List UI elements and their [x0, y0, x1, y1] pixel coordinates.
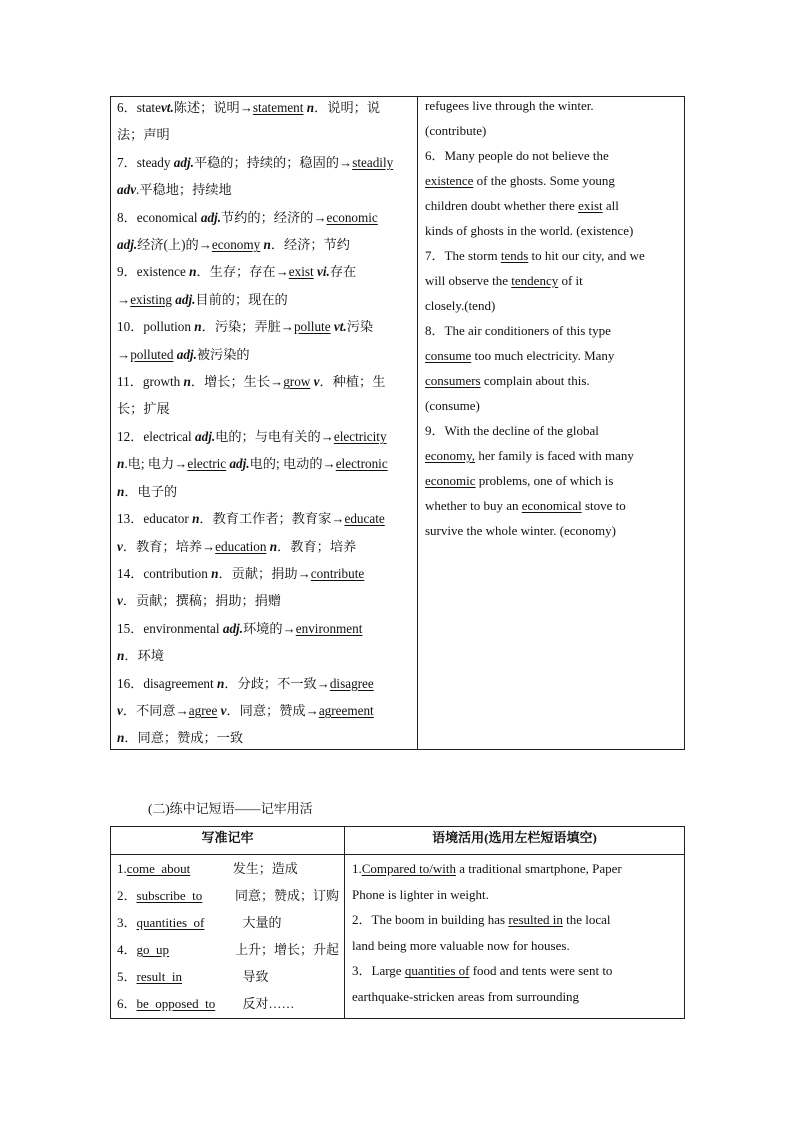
text-segment: ．增长；生长→ [190, 374, 284, 390]
phrase-number: 1. [117, 861, 127, 876]
answer-word: exist [288, 264, 314, 280]
section-title: (二)练中记短语——记牢用活 [148, 801, 313, 816]
vocab-line [117, 341, 411, 368]
answer-word: economy, [425, 448, 476, 463]
text-segment: problems, one of which is [475, 473, 614, 488]
context-line [352, 958, 678, 984]
vocab-line [117, 368, 411, 395]
phrase-row [117, 909, 339, 936]
vocab-line [117, 176, 411, 203]
answer-word: statement [252, 100, 304, 115]
answer-word: quantities of [404, 963, 470, 979]
text-segment: a traditional smartphone, Paper [456, 861, 622, 876]
text-segment: ．不同意→ [122, 702, 189, 718]
phrase-table-body [111, 855, 684, 1018]
text-segment: ．经济；节约 [270, 237, 350, 253]
text-segment: too much electricity. Many [471, 348, 615, 363]
answer-word: economical [521, 498, 582, 513]
text-segment: 长；扩展 [117, 401, 170, 417]
answer-word: disagree [329, 675, 374, 691]
text-segment: her family is faced with many [475, 448, 634, 463]
answer-word: steadily [352, 154, 394, 170]
text-segment: .平稳地；持续地 [136, 182, 232, 198]
answer-word: existing [130, 291, 172, 307]
word-family-column [111, 97, 418, 749]
phrase-meaning: 发生；造成 [232, 861, 298, 876]
context-column [345, 855, 684, 1018]
vocab-line [117, 724, 411, 751]
text-segment: to hit our city, and we [528, 248, 645, 263]
answer-word: education [215, 538, 267, 554]
vocab-line [117, 423, 411, 450]
text-segment: (consume) [425, 398, 480, 413]
text-segment: food and tents were sent to [469, 963, 613, 979]
sentence-line [425, 93, 678, 118]
phrase-slot [137, 909, 243, 936]
phrase-text: subscribe to [136, 888, 203, 903]
text-segment: 9．existence [117, 264, 190, 280]
text-segment: vi. [317, 264, 330, 280]
phrase-slot [137, 936, 235, 963]
text-segment: of the ghosts. Some young [473, 173, 615, 188]
vocab-line [117, 149, 411, 176]
answer-word: consume [425, 348, 472, 363]
text-segment: refugees live through the winter. [425, 98, 594, 113]
text-segment: adv [117, 182, 137, 198]
phrase-text: be opposed to [136, 996, 216, 1011]
text-segment: 15．environmental [117, 620, 223, 636]
phrase-text: quantities of [136, 915, 205, 930]
answer-word: agreement [318, 702, 374, 718]
vocab-line [117, 121, 411, 148]
text-segment: v [117, 702, 123, 718]
phrase-row [117, 990, 339, 1017]
text-segment: ．污染；弄脏→ [201, 319, 294, 335]
vocab-line [117, 697, 411, 724]
vocab-line [117, 478, 411, 505]
text-segment: ．说明；说 [314, 100, 381, 115]
vocab-line [117, 560, 411, 587]
sentence-line [425, 393, 678, 418]
context-line [352, 856, 678, 882]
phrase-text: come about [126, 861, 191, 876]
text-segment: 6．state [117, 100, 161, 115]
text-segment: children doubt whether there [425, 198, 579, 213]
text-segment: 目前的；现在的 [195, 291, 288, 307]
text-segment: 2．The boom in building has [352, 912, 509, 928]
phrase-row [117, 882, 339, 909]
text-segment: 3．Large [352, 963, 405, 979]
sentence-line [425, 193, 678, 218]
answer-word: economic [425, 473, 476, 488]
vocab-line [117, 587, 411, 614]
phrase-meaning: 同意；赞成；订购 [234, 888, 339, 903]
text-segment: complain about this. [480, 373, 590, 388]
text-segment: 经济(上)的→ [137, 237, 212, 253]
text-segment: 环境的→ [243, 620, 296, 636]
answer-word: exist [578, 198, 603, 213]
answer-word: economy [211, 237, 261, 253]
text-segment: n [117, 456, 125, 472]
answer-word: economic [326, 209, 378, 225]
text-segment: 节约的；经济的→ [221, 209, 327, 225]
vocab-line [117, 313, 411, 340]
text-segment: ．贡献；捐助→ [218, 565, 311, 581]
answer-word: electronic [335, 456, 388, 472]
text-segment: vt. [160, 100, 174, 115]
vocabulary-table [110, 96, 685, 750]
header-left: 写准记牢 [111, 827, 345, 854]
phrase-slot [137, 990, 243, 1017]
text-segment: kinds of ghosts in the world. (existence) [425, 223, 634, 238]
answer-word: consumers [425, 373, 481, 388]
phrase-row [117, 855, 339, 882]
phrase-meaning: 上升；增长；升起 [234, 942, 339, 957]
text-segment: ．贡献；撰稿；捐助；捐赠 [122, 593, 282, 609]
text-segment: earthquake-stricken areas from surrounding [352, 988, 580, 1004]
sentence-line [425, 268, 678, 293]
text-segment: 7．The storm [425, 248, 501, 263]
vocab-line [117, 395, 411, 422]
text-segment: ．教育；培养→ [122, 538, 216, 554]
text-segment: adj. [222, 620, 243, 636]
text-segment: 电的；与电有关的→ [215, 428, 334, 444]
sentence-line [425, 443, 678, 468]
phrase-table [110, 826, 685, 1019]
phrase-slot [137, 963, 243, 990]
text-segment: 8．economical [117, 209, 201, 225]
answer-word: educate [344, 511, 385, 527]
sentence-line [425, 343, 678, 368]
context-line [352, 882, 678, 908]
text-segment: 11．growth [117, 374, 184, 390]
phrase-number: 2． [117, 888, 137, 903]
text-segment: adj. [200, 209, 222, 225]
text-segment: 法；声明 [117, 127, 170, 143]
text-segment: 7．steady [117, 154, 174, 170]
text-segment: → [117, 291, 131, 307]
phrase-meaning: 导致 [242, 969, 269, 984]
vocab-line [117, 450, 411, 477]
text-segment: 被污染的 [196, 346, 250, 362]
text-segment: n [306, 100, 315, 115]
text-segment: n [192, 511, 200, 527]
phrase-meaning: 反对…… [242, 996, 295, 1011]
phrase-row [117, 936, 339, 963]
phrase-number: 5． [117, 969, 137, 984]
text-segment: → [117, 346, 131, 362]
text-segment: Phone is lighter in weight. [352, 886, 489, 902]
text-segment: adj. [176, 346, 197, 362]
vocab-line [117, 204, 411, 231]
sentence-line [425, 168, 678, 193]
phrase-text: go up [136, 942, 170, 957]
sentence-line [425, 468, 678, 493]
text-segment: all [602, 198, 619, 213]
vocab-line [117, 615, 411, 642]
text-segment: adj. [229, 456, 250, 472]
vocab-line [117, 533, 411, 560]
text-segment: vt. [333, 319, 347, 335]
text-segment: 电的; 电动的→ [249, 456, 336, 472]
text-segment: v [313, 374, 320, 390]
text-segment: n [216, 675, 225, 691]
text-segment: adj. [175, 291, 196, 307]
answer-word: tendency [511, 273, 559, 288]
text-segment: 9．With the decline of the global [425, 423, 599, 438]
text-segment: adj. [195, 428, 216, 444]
text-segment: 陈述；说明→ [173, 100, 253, 115]
phrase-number: 4． [117, 942, 137, 957]
text-segment: closely.(tend) [425, 298, 496, 313]
sentence-line [425, 518, 678, 543]
answer-word: contribute [310, 565, 365, 581]
vocab-line [117, 642, 411, 669]
sentence-line [425, 418, 678, 443]
sentence-line [425, 493, 678, 518]
text-segment: v [117, 593, 123, 609]
text-segment: 平稳的；持续的；稳固的→ [193, 154, 353, 170]
phrase-number: 6． [117, 996, 137, 1011]
text-segment: survive the whole winter. (economy) [425, 523, 616, 538]
text-segment: n [211, 565, 219, 581]
phrase-text: result in [136, 969, 183, 984]
answer-word: environment [295, 620, 363, 636]
text-segment: 10．pollution [117, 319, 195, 335]
text-segment: 1. [352, 861, 362, 876]
vocab-line [117, 258, 411, 285]
vocab-line [117, 94, 411, 121]
text-segment: 8．The air conditioners of this type [425, 323, 611, 338]
vocab-line [117, 670, 411, 697]
text-segment: ．电子的 [124, 483, 178, 499]
answer-word: polluted [130, 346, 174, 362]
vocab-line [117, 286, 411, 313]
vocab-line [117, 231, 411, 258]
answer-word: electric [187, 456, 227, 472]
phrase-meaning: 大量的 [242, 915, 282, 930]
sentence-line [425, 293, 678, 318]
text-segment: 12．electrical [117, 428, 195, 444]
sentence-line [425, 143, 678, 168]
phrase-row [117, 963, 339, 990]
text-segment: n [194, 319, 202, 335]
text-segment: v [117, 538, 123, 554]
phrase-slot [137, 882, 235, 909]
text-segment: ．生存；存在→ [196, 264, 289, 280]
text-segment: n [189, 264, 197, 280]
phrase-table-header [111, 827, 684, 855]
sentence-line [425, 243, 678, 268]
answer-word: agree [188, 702, 218, 718]
text-segment: ．同意；赞成；一致 [124, 730, 244, 746]
answer-word: resulted in [508, 912, 563, 928]
answer-word: existence [425, 173, 474, 188]
text-segment: 13．educator [117, 511, 193, 527]
phrase-number: 3． [117, 915, 137, 930]
sentence-line [425, 368, 678, 393]
phrase-slot [127, 855, 233, 882]
answer-word: tends [500, 248, 529, 263]
phrase-list-column [111, 855, 345, 1018]
text-segment: n [117, 648, 125, 664]
answer-word: electricity [333, 428, 387, 444]
text-segment: 16．disagreement [117, 675, 217, 691]
text-segment: n [269, 538, 278, 554]
text-segment: ．教育工作者；教育家→ [199, 511, 345, 527]
header-right: 语境活用(选用左栏短语填空) [432, 830, 597, 845]
text-segment: will observe the [425, 273, 512, 288]
context-line [352, 984, 678, 1010]
sentence-line [425, 118, 678, 143]
vocab-line [117, 505, 411, 532]
text-segment: ．同意；赞成→ [226, 702, 319, 718]
text-segment: n [117, 730, 125, 746]
text-segment: 污染 [346, 319, 374, 335]
text-segment: ．种植；生 [319, 374, 386, 390]
practice-sentences-column [418, 97, 684, 749]
text-segment: 14．contribution [117, 565, 212, 581]
text-segment: adj. [117, 237, 138, 253]
sentence-line [425, 318, 678, 343]
text-segment: land being more valuable now for houses. [352, 937, 570, 953]
text-segment: ．环境 [124, 648, 164, 664]
text-segment: ．教育；培养 [277, 538, 357, 554]
sentence-line [425, 218, 678, 243]
text-segment: whether to buy an [425, 498, 522, 513]
answer-word: Compared to/with [361, 861, 456, 876]
text-segment: 存在 [329, 264, 357, 280]
text-segment: n [263, 237, 271, 253]
text-segment: adj. [173, 154, 194, 170]
context-line [352, 933, 678, 959]
text-segment: n [117, 483, 125, 499]
answer-word: grow [283, 374, 311, 390]
context-line [352, 907, 678, 933]
text-segment: ．分歧；不一致→ [224, 675, 330, 691]
text-segment: the local [562, 912, 611, 928]
text-segment: 6．Many people do not believe the [425, 148, 609, 163]
text-segment: stove to [581, 498, 626, 513]
answer-word: pollute [293, 319, 331, 335]
text-segment: .电; 电力→ [124, 456, 188, 472]
text-segment: n [183, 374, 191, 390]
text-segment: of it [558, 273, 583, 288]
text-segment: v [220, 702, 227, 718]
text-segment: (contribute) [425, 123, 487, 138]
